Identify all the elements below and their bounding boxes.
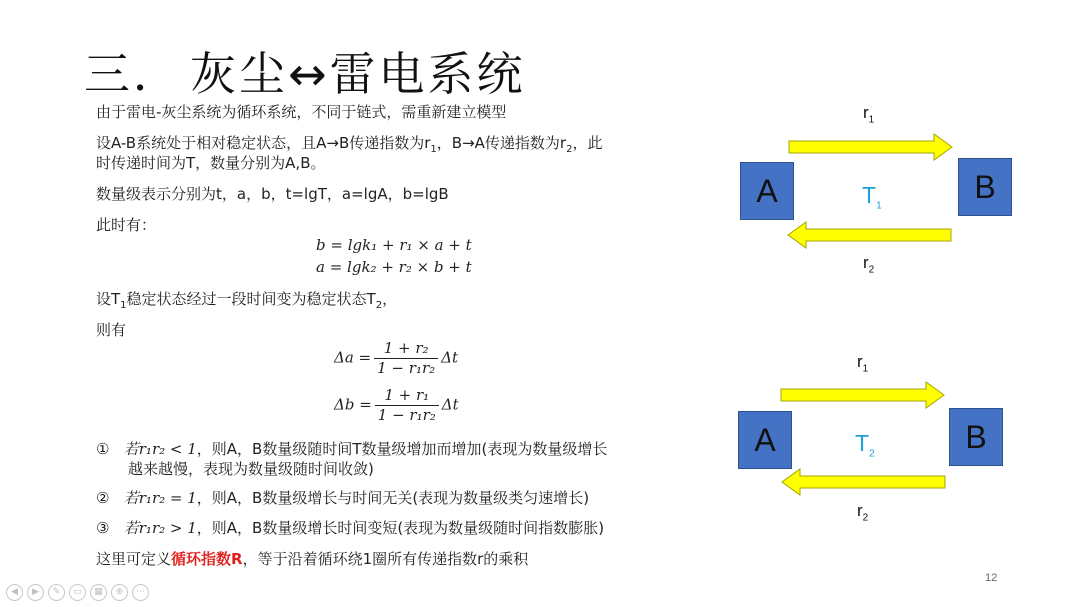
body-line-1: 由于雷电-灰尘系统为循环系统，不同于链式，需重新建立模型 (96, 103, 507, 121)
equation-3: Δa = $\frac{\text{1 + r₂}}{\text{1 − r₁r₂}}$ Δt (334, 339, 459, 377)
diagram1-left-arrow (786, 220, 952, 250)
diagram1-r-bottom: $r_2$ (863, 253, 875, 276)
title-text: 灰尘↔雷电系统 (190, 47, 526, 101)
diagram2-r-top: $r_1$ (857, 352, 869, 375)
diagram2-right-arrow (780, 380, 946, 410)
eraser-icon[interactable]: ▭ (69, 584, 86, 601)
equation-4: Δb = $\frac{\text{1 + r₁}}{\text{1 − r₁r₂}}$ Δt (334, 386, 459, 424)
body-line-2: 设A-B系统处于相对稳定状态，且A→B传递指数为$r_1$，B→A传递指数为$r_2$，此 (96, 134, 603, 155)
body-line-3: 时传递时间为T，数量分别为A,B。 (96, 154, 326, 172)
right-arrow-icon: → (326, 134, 339, 152)
diagram1-box-a: A (740, 162, 794, 220)
page-number: 12 (985, 572, 998, 584)
equation-2: a = lgk₂ + r₂ × b + t (316, 258, 472, 276)
diagram1-box-b: B (958, 158, 1012, 216)
list-item-2: ② 若r₁r₂ = 1，则A，B数量级增长与时间无关(表现为数量级类匀速增长) (96, 489, 590, 507)
right-arrow-icon: → (462, 134, 475, 152)
zoom-icon[interactable]: ⊕ (111, 584, 128, 601)
diagram2-left-arrow (780, 467, 946, 497)
slide-title (84, 38, 526, 104)
diagram1-r-top: $r_1$ (863, 103, 875, 126)
diagram2-r-bottom: $r_2$ (857, 501, 869, 524)
diagram1-right-arrow (788, 132, 954, 162)
title-number: 三． (84, 47, 182, 101)
list-item-1-cont: 越来越慢，表现为数量级随时间收敛) (128, 460, 374, 478)
body-line-7: 则有 (96, 321, 127, 339)
pen-icon[interactable]: ✎ (48, 584, 65, 601)
equation-1: b = lgk₁ + r₁ × a + t (316, 236, 472, 254)
next-icon[interactable]: ▶ (27, 584, 44, 601)
diagram2-t-label: $T_2$ (855, 430, 875, 460)
diagram1-t-label: $T_1$ (862, 182, 882, 212)
highlight-term: 循环指数R (171, 550, 243, 568)
list-item-3: ③ 若r₁r₂ > 1，则A，B数量级增长时间变短(表现为数量级随时间指数膨胀) (96, 519, 605, 537)
slideshow-toolbar (6, 584, 149, 601)
body-line-4: 数量级表示分别为t，a，b，t=lgT，a=lgA，b=lgB (96, 185, 449, 203)
diagram2-box-a: A (738, 411, 792, 469)
body-line-6: 设$T_1$稳定状态经过一段时间变为稳定状态$T_2$， (96, 290, 398, 311)
prev-icon[interactable]: ◀ (6, 584, 23, 601)
more-icon[interactable]: ⋯ (132, 584, 149, 601)
list-item-1: ① 若r₁r₂ < 1，则A，B数量级随时间T数量级增加而增加(表现为数量级增长 (96, 440, 608, 458)
slides-icon[interactable]: ▦ (90, 584, 107, 601)
body-line-5: 此时有： (96, 216, 157, 234)
diagram2-box-b: B (949, 408, 1003, 466)
body-last-line: 这里可定义循环指数R，等于沿着循环绕1圈所有传递指数r的乘积 (96, 550, 529, 568)
